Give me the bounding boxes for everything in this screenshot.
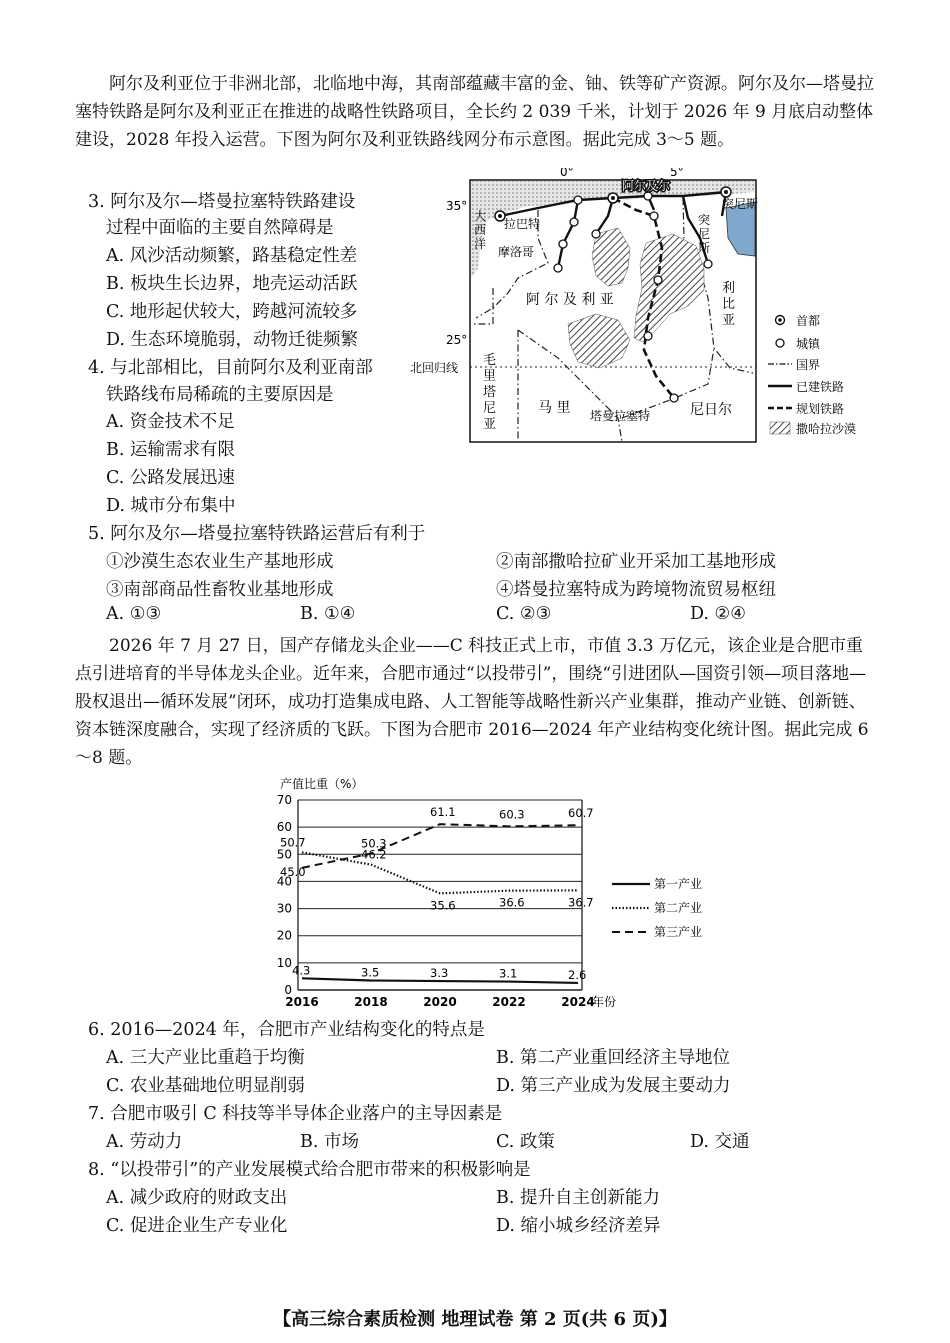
- data-label-s1-2022: 3.1: [499, 966, 518, 981]
- legend-label-1: 第一产业: [654, 877, 703, 891]
- intro-paragraph-1: 阿尔及利亚位于非洲北部，北临地中海，其南部蕴藏丰富的金、铀、铁等矿产资源。阿尔及尔—塔曼拉塞特铁路是阿尔及利亚正在推进的战略性铁路项目，全长约 2 039 千米，计划于 2026 年 9 月底启动整体建设，2028 年投入运营。下图为阿尔及利亚铁路线网分布示意图。据此完成 3～5 题。: [75, 74, 874, 150]
- legend-built-railway: 已建铁路: [796, 380, 845, 394]
- q6-stem: 6. 2016—2024 年，合肥市产业结构变化的特点是: [88, 1020, 485, 1040]
- q6-option-c[interactable]: C. 农业基础地位明显削弱: [106, 1076, 305, 1096]
- data-label-s1-2018: 3.5: [361, 965, 380, 980]
- algeria-label: 阿 尔 及 利 亚: [526, 292, 614, 308]
- legend-sahara: 撒哈拉沙漠: [796, 422, 857, 436]
- svg-text:斯: 斯: [698, 241, 711, 255]
- q8-option-d[interactable]: D. 缩小城乡经济差异: [496, 1216, 661, 1236]
- svg-text:大: 大: [474, 209, 487, 223]
- q5-option-b[interactable]: B. ①④: [300, 604, 356, 624]
- q3-option-b[interactable]: B. 板块生长边界，地壳运动活跃: [106, 274, 358, 294]
- chart-xlabel: 年份: [592, 995, 617, 1009]
- tunis-label: 突尼斯: [722, 197, 759, 211]
- q4-option-c[interactable]: C. 公路发展迅速: [106, 468, 235, 488]
- map-legend: [768, 313, 856, 436]
- q5-option-c[interactable]: C. ②③: [496, 604, 552, 624]
- q7-option-d[interactable]: D. 交通: [690, 1132, 750, 1152]
- x-tick-label-2024: 2024: [561, 995, 595, 1009]
- morocco-label: 摩洛哥: [498, 245, 535, 259]
- legend-town: 城镇: [796, 337, 821, 351]
- libya-label-vertical: [722, 280, 735, 328]
- tamanrasset-label: 塔曼拉塞特: [590, 409, 651, 423]
- q8-option-c[interactable]: C. 促进企业生产专业化: [106, 1216, 288, 1236]
- q5-statement-3: ③南部商品性畜牧业基地形成: [106, 580, 334, 600]
- q5-statement-2: ②南部撒哈拉矿业开采加工基地形成: [496, 552, 776, 572]
- y-tick-label-20: 20: [276, 928, 292, 943]
- svg-text:比: 比: [722, 297, 736, 312]
- niger-label: 尼日尔: [690, 402, 732, 418]
- q6-option-d[interactable]: D. 第三产业成为发展主要动力: [496, 1076, 731, 1096]
- q8-option-b[interactable]: B. 提升自主创新能力: [496, 1188, 660, 1208]
- data-label-s2-2022: 36.6: [499, 895, 525, 910]
- x-tick-label-2020: 2020: [423, 995, 457, 1009]
- x-tick-label-2022: 2022: [492, 995, 526, 1009]
- data-label-s3-2024: 60.7: [568, 806, 594, 821]
- page-footer: 【高三综合素质检测 地理试卷 第 2 页(共 6 页)】: [273, 1309, 677, 1330]
- svg-text:里: 里: [483, 369, 497, 384]
- q7-stem: 7. 合肥市吸引 C 科技等半导体企业落户的主导因素是: [88, 1104, 503, 1124]
- y-tick-label-40: 40: [276, 874, 292, 889]
- q5-statement-4: ④塔曼拉塞特成为跨境物流贸易枢纽: [496, 580, 776, 600]
- q5-option-d[interactable]: D. ②④: [690, 604, 746, 624]
- data-label-s3-2022: 60.3: [499, 807, 525, 822]
- q4-stem-line1: 4. 与北部相比，目前阿尔及利亚南部: [88, 358, 373, 378]
- q3-option-d[interactable]: D. 生态环境脆弱，动物迁徙频繁: [106, 330, 359, 350]
- svg-text:毛: 毛: [483, 353, 497, 368]
- svg-text:亚: 亚: [722, 313, 736, 328]
- q6-option-b[interactable]: B. 第二产业重回经济主导地位: [496, 1048, 730, 1068]
- intro-paragraph-2: 2026 年 7 月 27 日，国产存储龙头企业——C 科技正式上市，市值 3.3 万亿元，该企业是合肥市重点引进培育的半导体龙头企业。近年来，合肥市通过“以投带引”，围绕“引进团队—国资引领—项目落地—股权退出—循环发展”闭环，成功打造集成电路、人工智能等战略性新兴产业集群，推动产业链、创新链、资本链深度融合，实现了经济质的飞跃。下图为合肥市 2016—2024 年产业结构变化统计图。据此完成 6～8 题。: [75, 636, 869, 768]
- chart-ylabel: 产值比重（%）: [280, 777, 364, 791]
- data-label-s3-2018: 50.3: [361, 836, 387, 851]
- x-tick-label-2016: 2016: [285, 995, 319, 1009]
- data-label-s1-2016: 4.3: [292, 963, 311, 978]
- legend-capital: 首都: [796, 314, 821, 328]
- svg-text:塔: 塔: [483, 385, 497, 400]
- svg-text:利: 利: [722, 281, 736, 296]
- y-tick-label-70: 70: [276, 793, 292, 807]
- q8-stem: 8. “以投带引”的产业发展模式给合肥市带来的积极影响是: [88, 1160, 531, 1180]
- chart-legend: [612, 876, 702, 939]
- q4-stem-line2: 铁路线布局稀疏的主要原因是: [106, 385, 334, 405]
- x-tick-label-2018: 2018: [354, 995, 388, 1009]
- q3-option-a[interactable]: A. 风沙活动频繁，路基稳定性差: [106, 246, 358, 266]
- q5-statement-1: ①沙漠生态农业生产基地形成: [106, 552, 334, 572]
- y-tick-label-50: 50: [276, 847, 292, 862]
- legend-border: 国界: [796, 358, 821, 372]
- algiers-label: 阿尔及尔: [622, 179, 671, 193]
- svg-text:西: 西: [474, 223, 487, 237]
- q5-stem: 5. 阿尔及尔—塔曼拉塞特铁路运营后有利于: [88, 524, 426, 544]
- y-tick-label-60: 60: [276, 820, 292, 835]
- chart-data-labels: [280, 805, 594, 982]
- q4-option-b[interactable]: B. 运输需求有限: [106, 440, 235, 460]
- legend-planned-railway: 规划铁路: [796, 402, 845, 416]
- q8-option-a[interactable]: A. 减少政府的财政支出: [106, 1188, 288, 1208]
- q7-option-c[interactable]: C. 政策: [496, 1132, 555, 1152]
- svg-text:亚: 亚: [483, 417, 497, 432]
- legend-label-2: 第二产业: [654, 901, 703, 915]
- lon-5-label: 5°: [670, 168, 684, 179]
- q4-option-a[interactable]: A. 资金技术不足: [106, 412, 235, 432]
- data-label-s3-2020: 61.1: [430, 805, 456, 820]
- data-label-s1-2020: 3.3: [430, 966, 449, 981]
- q3-option-c[interactable]: C. 地形起伏较大，跨越河流较多: [106, 302, 358, 322]
- data-label-s2-2024: 36.7: [568, 895, 594, 910]
- data-label-s2-2018: 46.2: [361, 847, 387, 862]
- rabat-label: 拉巴特: [504, 217, 541, 231]
- lon-0-label: 0°: [560, 168, 574, 179]
- mali-label: 马 里: [538, 400, 571, 416]
- q3-stem-line1: 3. 阿尔及尔—塔曼拉塞特铁路建设: [88, 192, 356, 212]
- data-label-s3-2016: 45.0: [280, 864, 306, 879]
- legend-label-3: 第三产业: [654, 925, 703, 939]
- mauritania-label-vertical: [483, 353, 496, 432]
- q5-option-a[interactable]: A. ①③: [106, 604, 162, 624]
- algeria-railway-map: [408, 168, 880, 444]
- svg-text:尼: 尼: [698, 227, 711, 241]
- y-tick-label-30: 30: [276, 901, 292, 916]
- lat-25-label: 25°: [446, 333, 468, 347]
- data-label-s2-2020: 35.6: [430, 898, 456, 913]
- series-line-3: [302, 824, 578, 868]
- y-tick-label-0: 0: [284, 983, 292, 997]
- data-label-s1-2024: 2.6: [568, 967, 587, 982]
- hefei-industry-structure-chart: [240, 772, 740, 1012]
- tunisia-label-vertical: [698, 213, 710, 255]
- lat-35-label: 35°: [446, 199, 468, 213]
- q4-option-d[interactable]: D. 城市分布集中: [106, 496, 236, 516]
- q3-stem-line2: 过程中面临的主要自然障碍是: [106, 218, 334, 238]
- q7-option-b[interactable]: B. 市场: [300, 1132, 359, 1152]
- tropic-label: 北回归线: [410, 361, 459, 375]
- svg-text:洋: 洋: [474, 237, 487, 251]
- data-label-s2-2016: 50.7: [280, 835, 306, 850]
- svg-text:突: 突: [698, 213, 711, 227]
- atlantic-label-vertical: [474, 208, 486, 251]
- q7-option-a[interactable]: A. 劳动力: [106, 1132, 183, 1152]
- svg-text:尼: 尼: [483, 401, 497, 416]
- y-tick-label-10: 10: [276, 955, 292, 970]
- q6-option-a[interactable]: A. 三大产业比重趋于均衡: [106, 1048, 305, 1068]
